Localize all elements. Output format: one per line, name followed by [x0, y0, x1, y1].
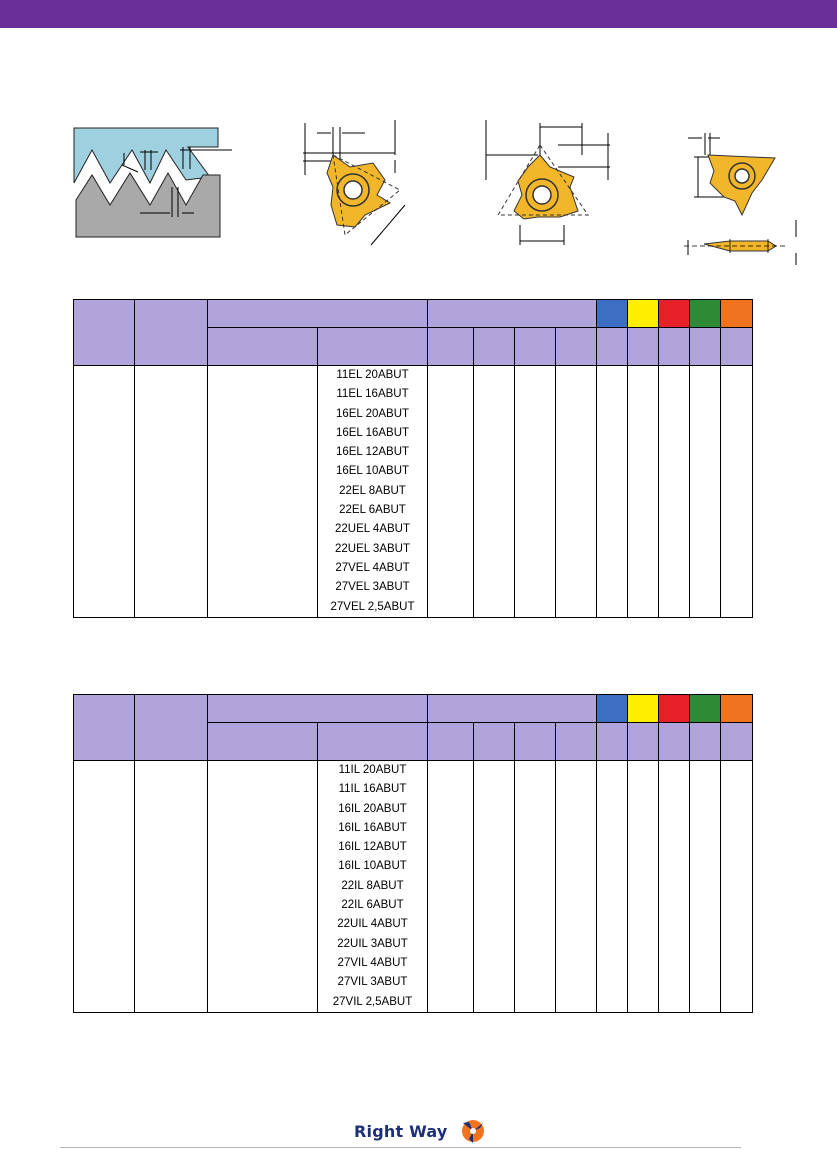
header-cell [515, 328, 556, 366]
orange-swatch [721, 695, 753, 723]
header-cell [208, 328, 318, 366]
header-cell [428, 328, 474, 366]
header-cell [659, 723, 690, 761]
external-insert-table [73, 299, 753, 618]
green-swatch [690, 695, 721, 723]
header-cell [428, 723, 474, 761]
internal-insert-table [73, 694, 753, 1013]
insert-code: 16EL 16ABUT [335, 426, 410, 439]
thread-profile-diagram [70, 125, 235, 240]
insert-code: 27VIL 4ABUT [337, 956, 408, 969]
brand-name: Right Way [354, 1122, 448, 1141]
header-cell [474, 723, 515, 761]
orange-swatch [721, 300, 753, 328]
insert-code: 22EL 6ABUT [339, 504, 406, 517]
yellow-swatch [628, 300, 659, 328]
footer-divider [60, 1147, 741, 1148]
header-cell [515, 723, 556, 761]
header-cell [428, 300, 597, 328]
insert-code: 16EL 12ABUT [335, 446, 410, 459]
header-cell [597, 723, 628, 761]
insert-code: 16IL 12ABUT [338, 841, 407, 854]
external-insert-diagram [295, 115, 420, 255]
insert-dimensions-diagram [680, 125, 805, 270]
header-cell [428, 695, 597, 723]
green-swatch [690, 300, 721, 328]
insert-code: 22EL 8ABUT [339, 484, 406, 497]
blue-swatch [597, 300, 628, 328]
insert-code: 16IL 16ABUT [338, 821, 407, 834]
tri-blade-logo-icon [460, 1118, 486, 1149]
header-cell [721, 328, 753, 366]
insert-code: 11IL 16ABUT [338, 783, 407, 796]
header-cell [628, 723, 659, 761]
insert-code: 16IL 20ABUT [338, 802, 407, 815]
insert-code: 22UEL 4ABUT [335, 523, 410, 536]
header-cell [208, 695, 428, 723]
insert-code: 22IL 6ABUT [341, 899, 404, 912]
header-cell [659, 328, 690, 366]
red-swatch [659, 300, 690, 328]
insert-code: 11EL 16ABUT [336, 388, 409, 401]
insert-code: 16EL 20ABUT [335, 407, 410, 420]
header-bar [0, 0, 837, 28]
header-cell [556, 723, 597, 761]
header-cell [690, 328, 721, 366]
footer [0, 1118, 837, 1148]
insert-code: 27VEL 4ABUT [335, 561, 410, 574]
header-cell [556, 328, 597, 366]
header-cell [628, 328, 659, 366]
header-cell [318, 723, 428, 761]
insert-code: 16IL 10ABUT [338, 860, 407, 873]
yellow-swatch [628, 695, 659, 723]
insert-code-list [318, 366, 428, 618]
insert-code-list [318, 761, 428, 1013]
header-cell [474, 328, 515, 366]
header-cell [208, 723, 318, 761]
header-cell [721, 723, 753, 761]
insert-code: 22UIL 3ABUT [337, 937, 408, 950]
header-cell [74, 695, 135, 761]
header-cell [135, 695, 208, 761]
header-cell [135, 300, 208, 366]
insert-code: 11IL 20ABUT [338, 764, 407, 776]
header-cell [690, 723, 721, 761]
header-cell [74, 300, 135, 366]
insert-code: 22UIL 4ABUT [337, 918, 408, 931]
insert-code: 16EL 10ABUT [335, 465, 410, 478]
header-cell [318, 328, 428, 366]
header-cell [597, 328, 628, 366]
red-swatch [659, 695, 690, 723]
insert-code: 27VEL 2,5ABUT [330, 600, 415, 613]
insert-code: 22IL 8ABUT [341, 879, 404, 892]
insert-code: 27VEL 3ABUT [335, 581, 410, 594]
blue-swatch [597, 695, 628, 723]
internal-insert-diagram [478, 115, 618, 250]
header-cell [208, 300, 428, 328]
insert-code: 22UEL 3ABUT [335, 542, 410, 555]
insert-code: 27VIL 2,5ABUT [332, 995, 413, 1008]
insert-code: 27VIL 3ABUT [337, 976, 408, 989]
insert-code: 11EL 20ABUT [336, 369, 409, 381]
